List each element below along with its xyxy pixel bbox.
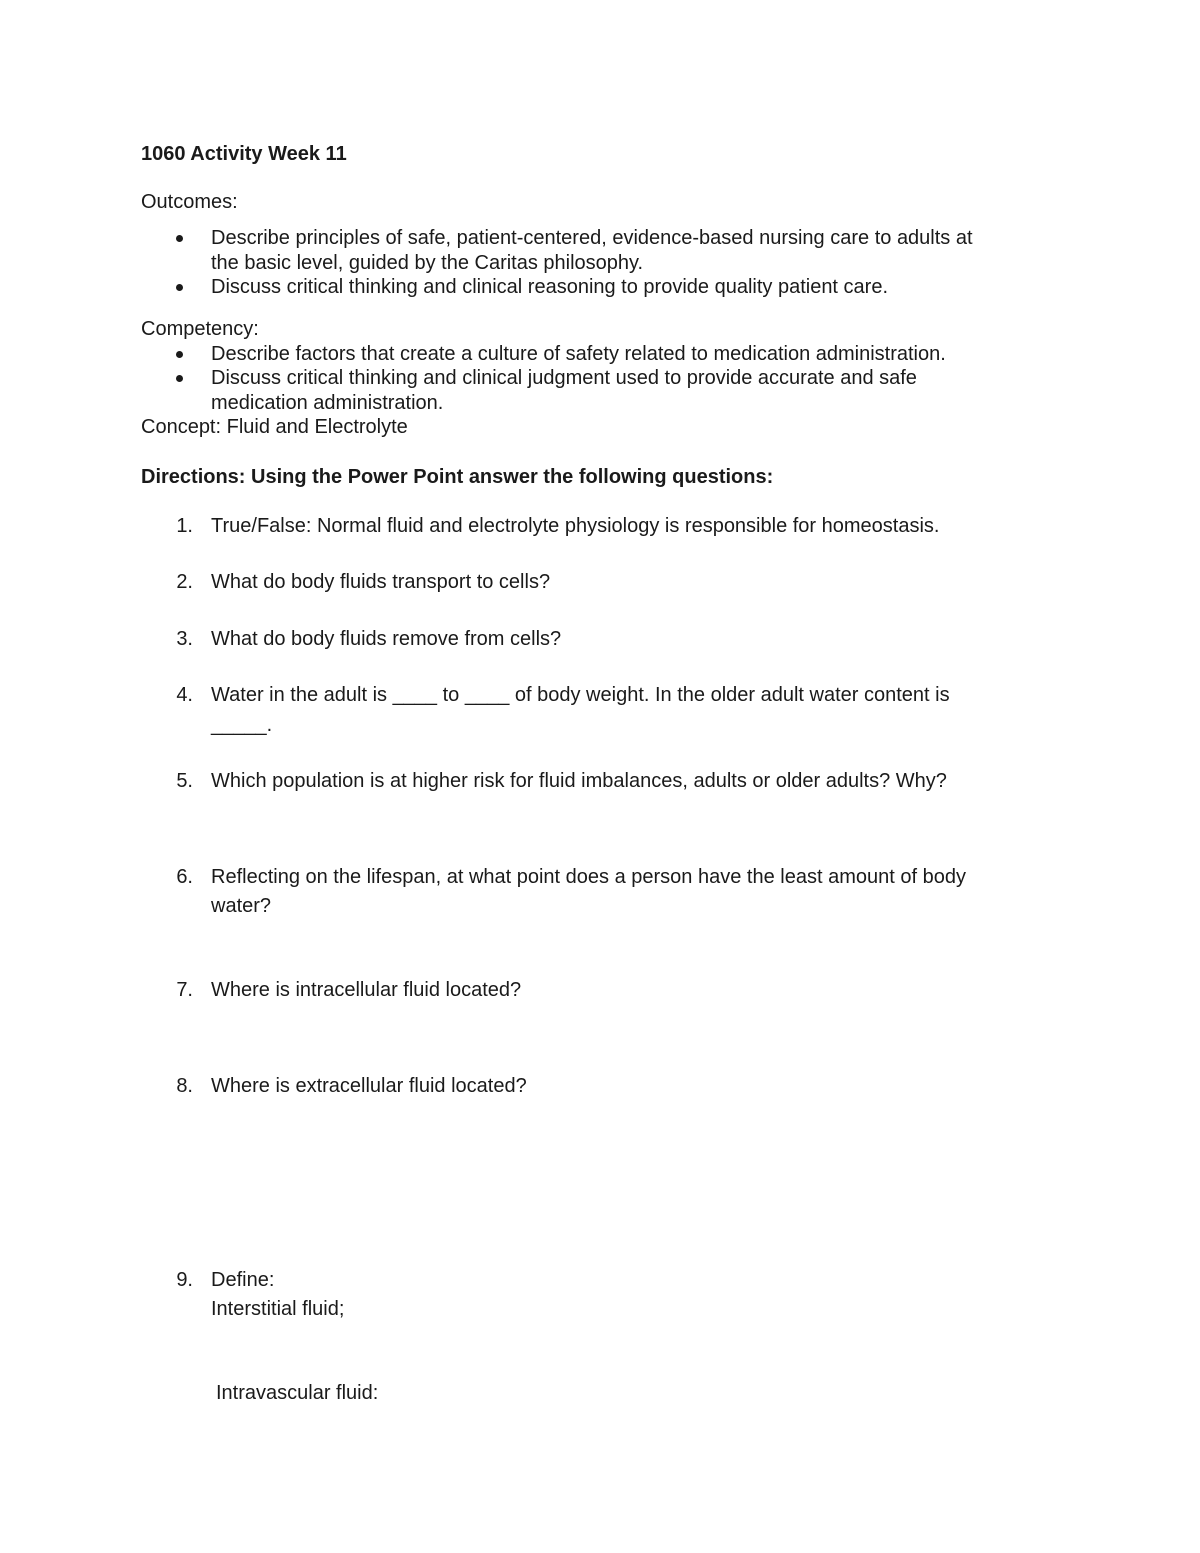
question-text-continued: Interstitial fluid; [211,1298,345,1320]
outcome-item: Describe principles of safe, patient-centered, evidence-based nursing care to adults at [211,227,973,249]
intravascular-label: Intravascular fluid: [216,1382,379,1404]
question-text: What do body fluids transport to cells? [211,571,551,593]
outcome-item-continued: the basic level, guided by the Caritas philosophy. [211,252,644,274]
question-number: 3. [176,628,193,650]
outcome-item: Discuss critical thinking and clinical reasoning to provide quality patient care. [211,276,889,298]
question-number: 4. [176,684,193,706]
question-text: Water in the adult is ____ to ____ of body weight. In the older adult water content is [211,684,950,706]
question-text: Which population is at higher risk for fluid imbalances, adults or older adults? Why? [211,770,947,792]
bullet-icon [176,284,183,291]
question-text: Where is intracellular fluid located? [211,979,522,1001]
competency-item-continued: medication administration. [211,392,444,414]
competency-item: Describe factors that create a culture of safety related to medication administration. [211,343,946,365]
directions-heading: Directions: Using the Power Point answer the following questions: [141,466,774,488]
outcomes-label: Outcomes: [141,191,238,213]
question-number: 5. [176,770,193,792]
question-number: 7. [176,979,193,1001]
question-number: 9. [176,1269,193,1291]
question-text-continued: _____. [211,714,273,736]
competency-label: Competency: [141,318,259,340]
question-number: 2. [176,571,193,593]
concept-line: Concept: Fluid and Electrolyte [141,416,408,438]
document-title: 1060 Activity Week 11 [141,143,347,165]
question-text: Define: [211,1269,275,1291]
question-text: Where is extracellular fluid located? [211,1075,527,1097]
bullet-icon [176,351,183,358]
question-text-continued: water? [211,895,272,917]
question-number: 8. [176,1075,193,1097]
competency-item: Discuss critical thinking and clinical judgment used to provide accurate and safe [211,367,917,389]
question-text: True/False: Normal fluid and electrolyte physiology is responsible for homeostasis. [211,515,940,537]
question-text: What do body fluids remove from cells? [211,628,562,650]
question-number: 6. [176,866,193,888]
question-text: Reflecting on the lifespan, at what point does a person have the least amount of body [211,866,966,888]
bullet-icon [176,235,183,242]
question-number: 1. [176,515,193,537]
bullet-icon [176,375,183,382]
